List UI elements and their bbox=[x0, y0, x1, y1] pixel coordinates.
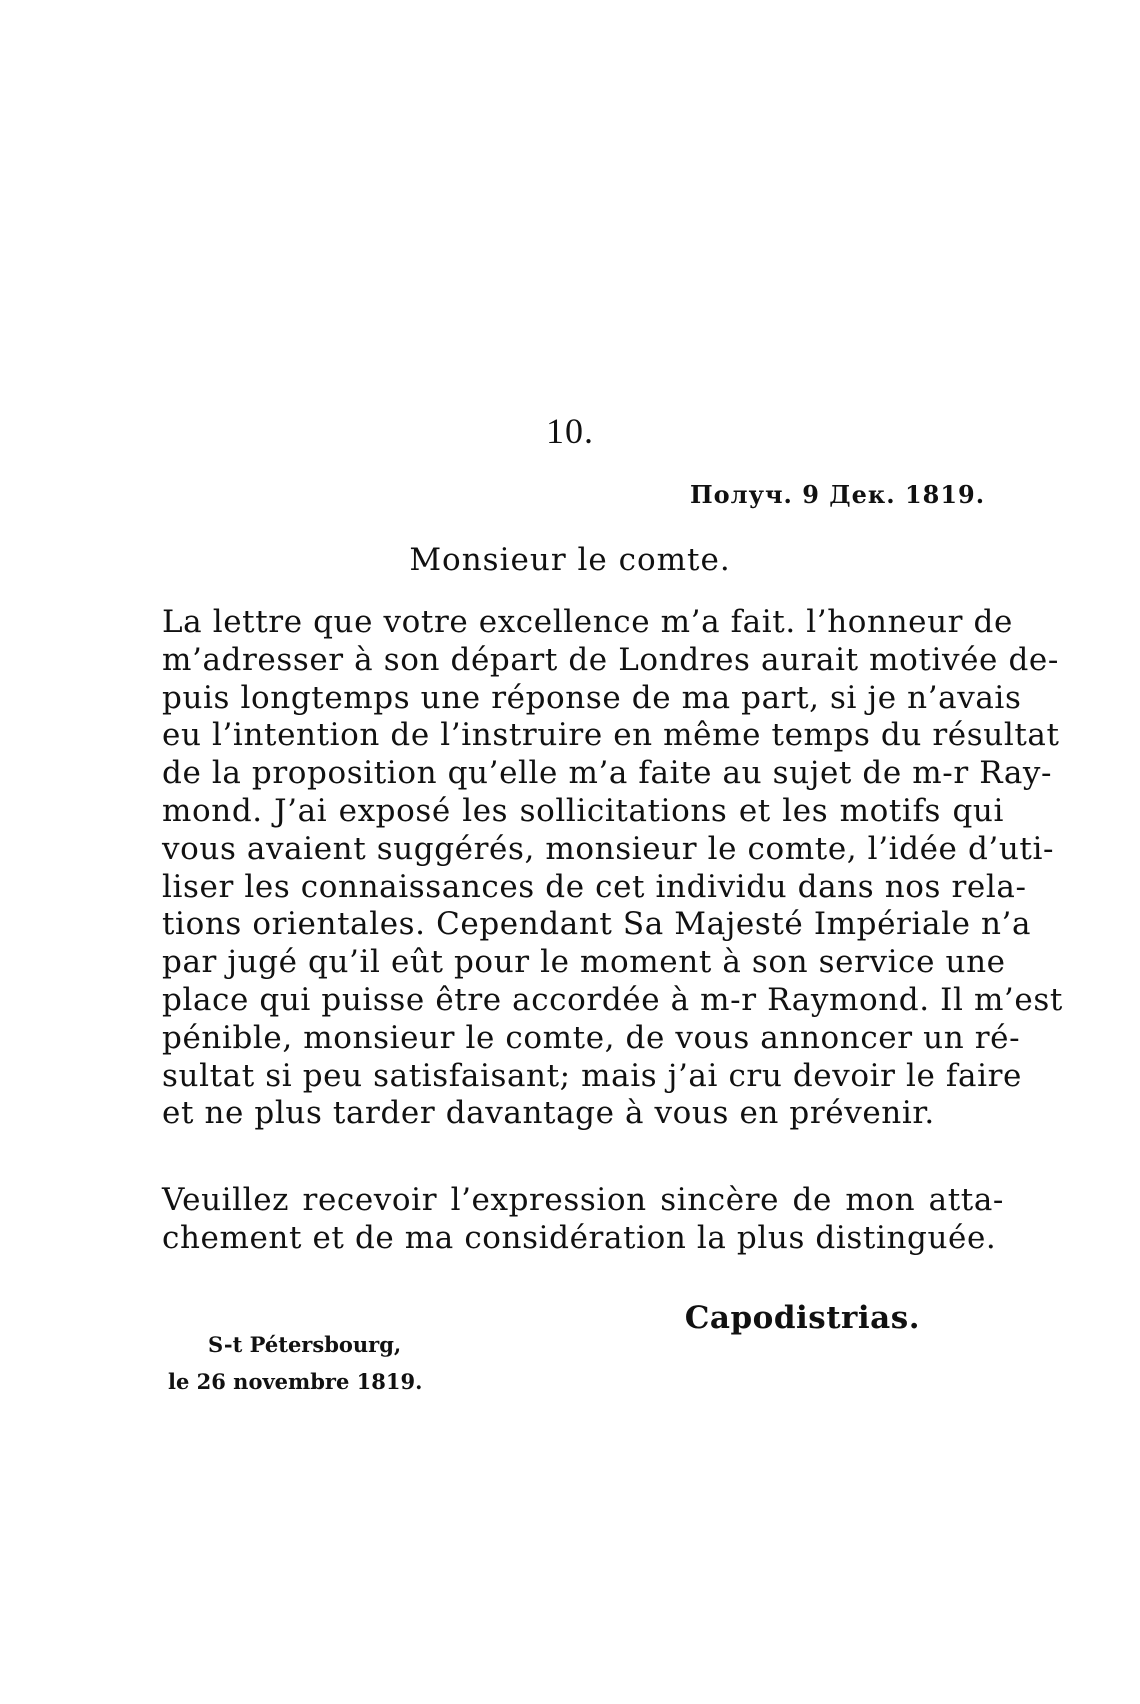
text-line: puis longtemps une réponse de ma part, si je n’avais bbox=[162, 679, 1022, 716]
text-line: liser les connaissances de cet individu dans nos rela- bbox=[162, 868, 1027, 905]
date: le 26 novembre 1819. bbox=[168, 1369, 423, 1394]
text-line: La lettre que votre excellence m’a fait. l’honneur de bbox=[162, 604, 1013, 640]
text-line: de la proposition qu’elle m’a faite au sujet de m-r Ray- bbox=[162, 755, 1053, 792]
text-line: eu l’intention de l’instruire en même temps du résultat bbox=[162, 717, 1060, 754]
place: S-t Pétersbourg, bbox=[208, 1332, 402, 1357]
text-line: sultat si peu satisfaisant; mais j’ai cru devoir le faire bbox=[162, 1057, 1022, 1094]
text-line: Veuillez recevoir l’expression sincère de mon atta- bbox=[162, 1182, 1004, 1218]
text-line: et ne plus tarder davantage à vous en prévenir. bbox=[162, 1095, 935, 1132]
text-line: m’adresser à son départ de Londres aurait motivée de- bbox=[162, 641, 1059, 678]
letter-paragraph-2 bbox=[162, 1182, 1004, 1258]
text-line: tions orientales. Cependant Sa Majesté Impériale n’a bbox=[162, 906, 1032, 943]
text-line: vous avaient suggérés, monsieur le comte, l’idée d’uti- bbox=[162, 830, 1055, 867]
letter-paragraph-1 bbox=[162, 604, 1063, 1133]
salutation: Monsieur le comte. bbox=[409, 542, 731, 578]
text-line: mond. J’ai exposé les sollicitations et les motifs qui bbox=[162, 792, 1004, 829]
received-note: Получ. 9 Дек. 1819. bbox=[690, 480, 986, 509]
signature: Capodistrias. bbox=[684, 1300, 920, 1336]
place-date-block bbox=[168, 1326, 438, 1400]
text-line: pénible, monsieur le comte, de vous annoncer un ré- bbox=[162, 1019, 1021, 1056]
text-line: place qui puisse être accordée à m-r Raymond. Il m’est bbox=[162, 981, 1063, 1018]
document-number: 10. bbox=[546, 411, 594, 451]
text-line: par jugé qu’il eût pour le moment à son service une bbox=[162, 944, 1006, 981]
text-line: chement et de ma considération la plus distinguée. bbox=[162, 1219, 997, 1256]
